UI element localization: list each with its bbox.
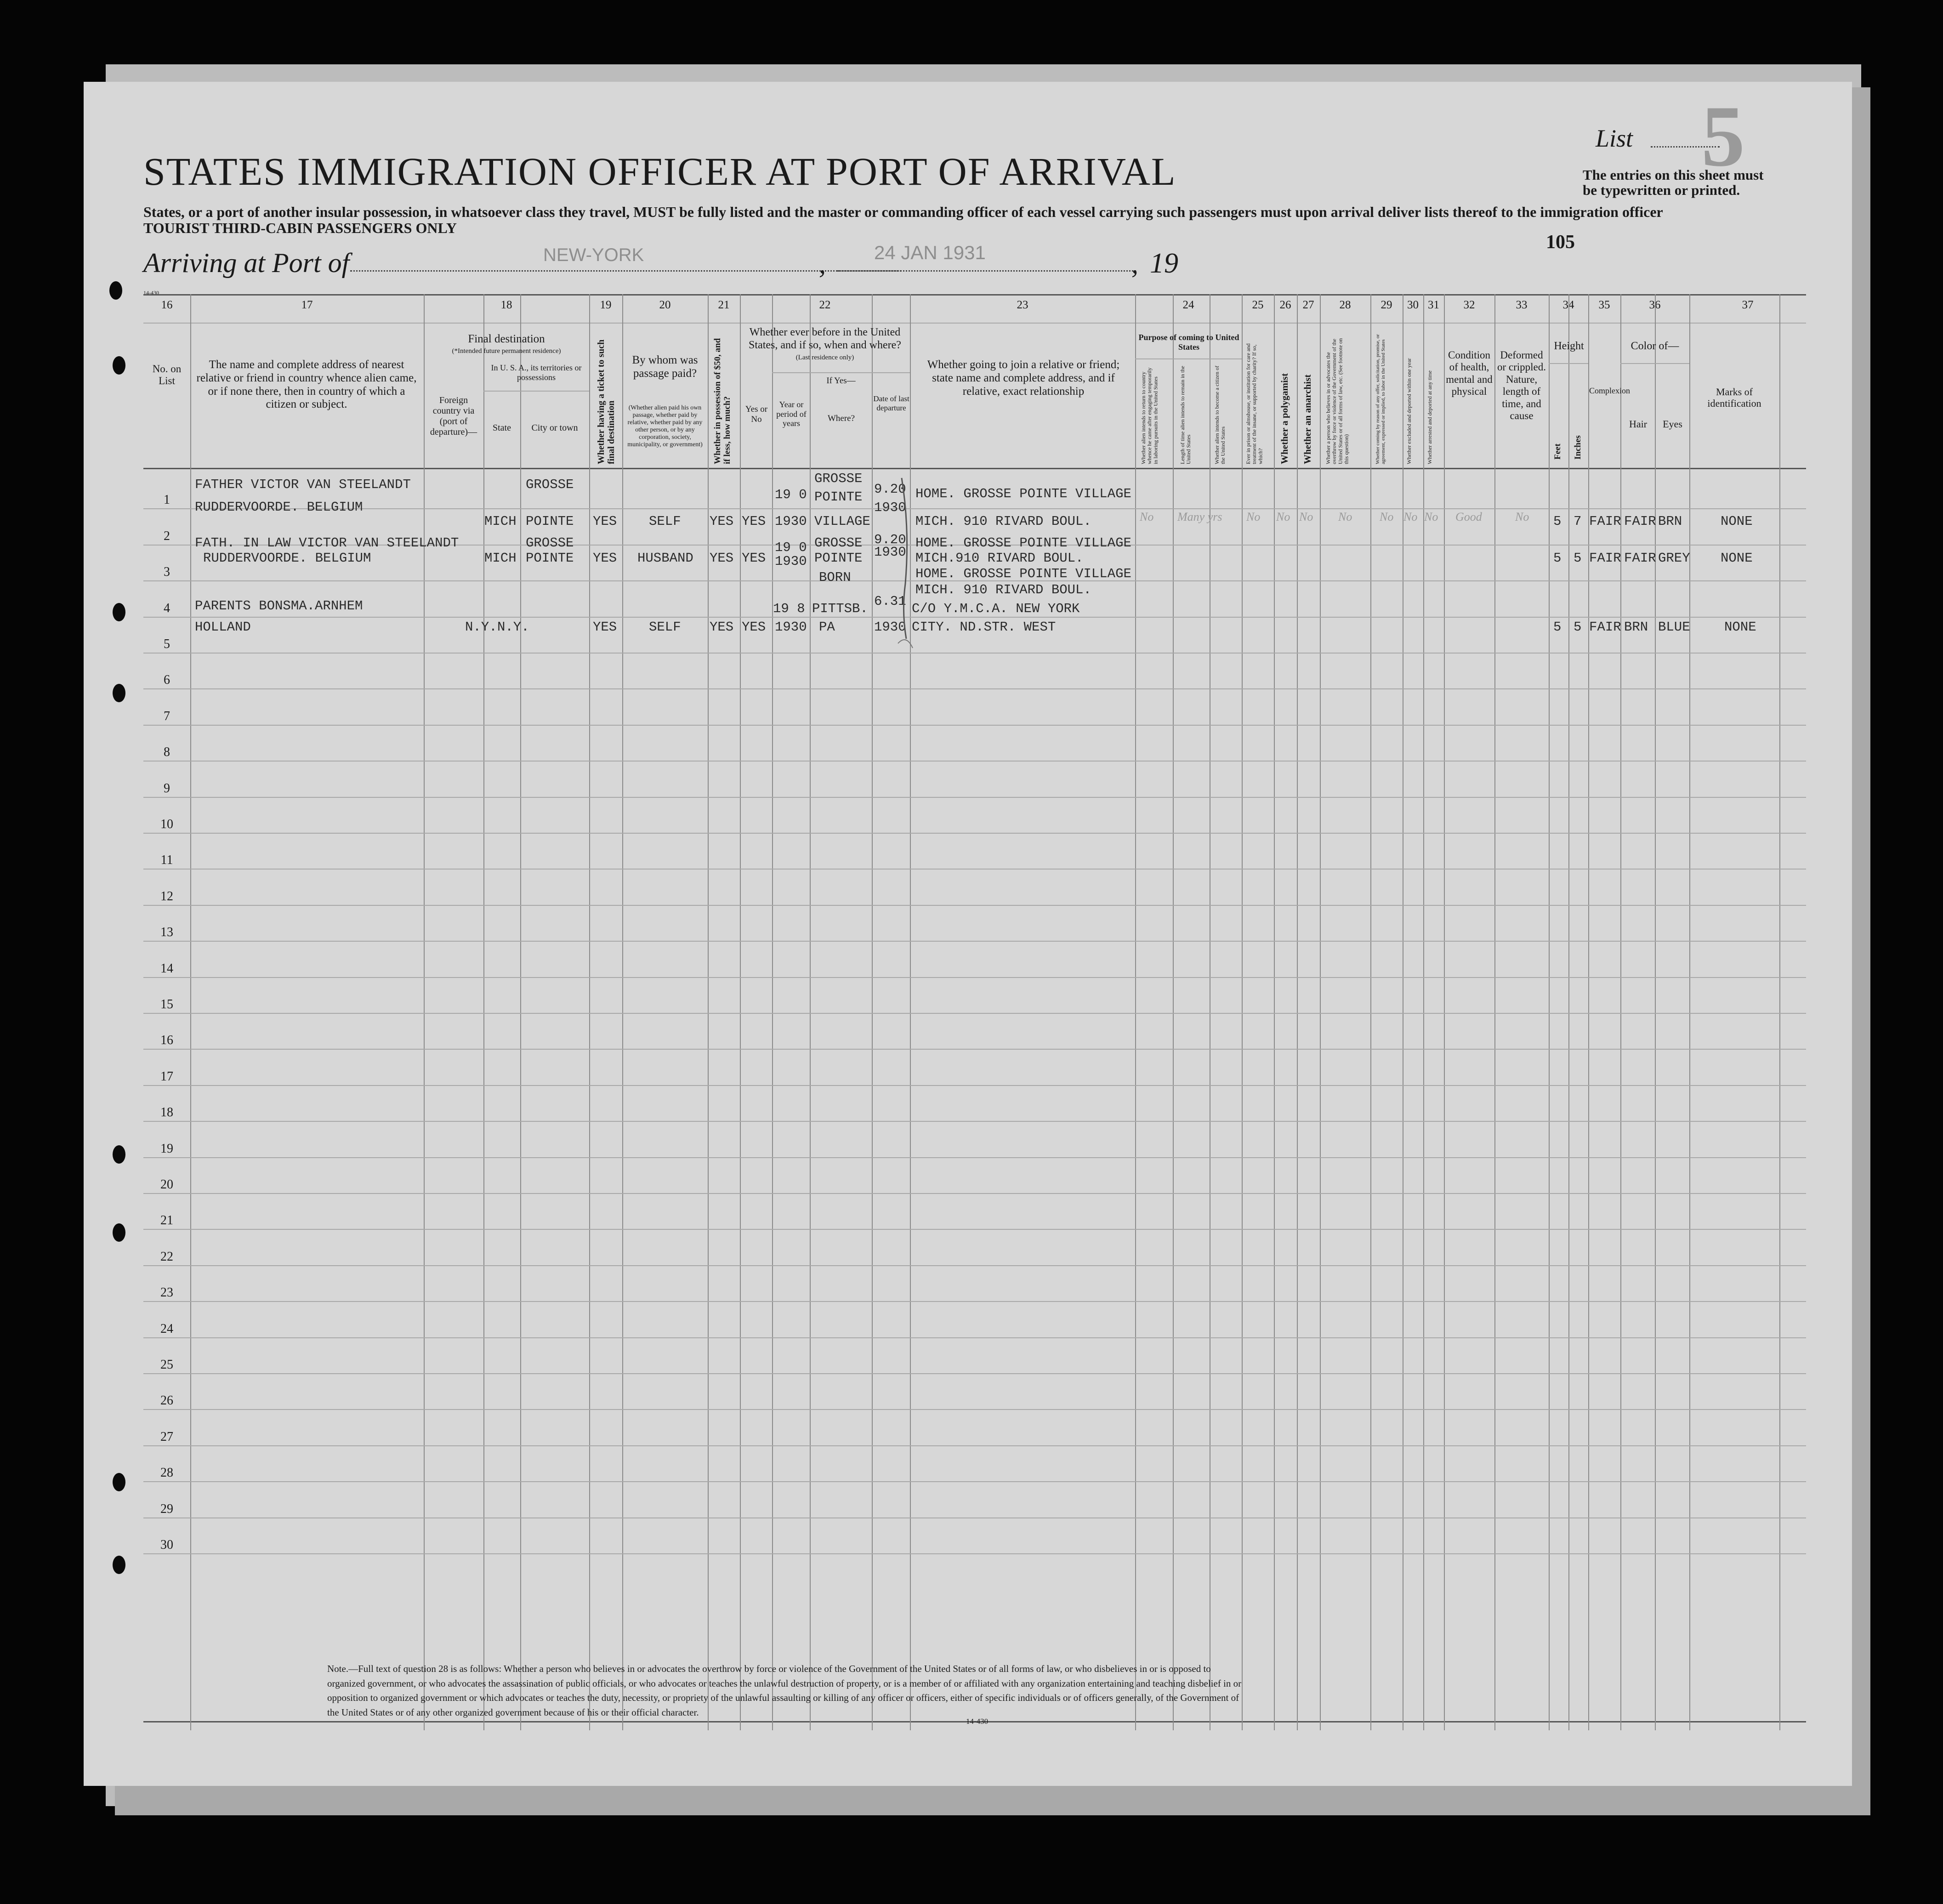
- col-30: 30: [1407, 299, 1419, 311]
- row-number: 14: [160, 961, 173, 976]
- row-line: [143, 869, 1806, 870]
- row-line: [143, 1445, 1806, 1446]
- header-join-relative: Whether going to join a relative or friend; state name and complete address, and if relative, exact relationship: [927, 358, 1120, 398]
- row-number: 1: [164, 493, 170, 507]
- entry2-city-line1: GROSSE: [526, 535, 574, 551]
- col-19: 19: [600, 299, 612, 311]
- row-number: 22: [160, 1249, 173, 1264]
- row-number: 9: [164, 781, 170, 796]
- col-line: [1655, 294, 1656, 1730]
- header-prison: Ever in prison or almshouse, or institution for care and treatment of the insane, or supported by charity? If so, which?: [1245, 343, 1264, 464]
- col-31: 31: [1428, 299, 1439, 311]
- entry3-where: BORN: [819, 570, 851, 585]
- manifest-table: [143, 294, 1806, 1730]
- col-17: 17: [301, 299, 313, 311]
- col-line: [1173, 294, 1174, 1730]
- col-18: 18: [500, 299, 512, 311]
- hand-deformed: No: [1515, 510, 1529, 523]
- col-25: 25: [1252, 299, 1264, 311]
- col-line: [1494, 294, 1495, 1730]
- entry2-paid-by: HUSBAND: [637, 551, 693, 566]
- col-28: 28: [1339, 299, 1351, 311]
- entry2-hair: FAIR: [1624, 551, 1656, 566]
- entry4-where-line2: PA: [819, 620, 835, 635]
- col-line: [1423, 294, 1424, 1730]
- punch-hole: [113, 603, 125, 621]
- header-color-of: Color of—: [1631, 340, 1679, 352]
- row-number: 11: [160, 853, 173, 868]
- header-if-yes: If Yes—: [826, 376, 856, 386]
- entry1-complexion: FAIR: [1589, 514, 1621, 529]
- entry4-paid-by: SELF: [649, 620, 681, 635]
- row-line: [143, 1085, 1806, 1086]
- entry1-marks: NONE: [1721, 514, 1753, 529]
- header-polygamist: Whether a polygamist: [1279, 373, 1290, 464]
- typewritten-note: The entries on this sheet must: [1583, 167, 1764, 183]
- year-prefix: 19: [1150, 248, 1178, 279]
- header-q31: Whether arrested and deported at any time: [1426, 370, 1433, 464]
- entry4-where-line1: PITTSB.: [812, 601, 868, 616]
- col-line: [708, 294, 709, 1730]
- entry4-ticket: YES: [593, 620, 617, 635]
- hand-purpose-b: Many yrs: [1177, 510, 1222, 523]
- entry2-year-line2: 1930: [775, 554, 807, 569]
- passenger-class-text: TOURIST THIRD-CABIN PASSENGERS ONLY: [143, 220, 457, 236]
- entry2-relative-line1: FATH. IN LAW VICTOR VAN STEELANDT: [195, 535, 459, 551]
- col-16: 16: [161, 299, 173, 311]
- entry2-relative-line2: RUDDERVOORDE. BELGIUM: [203, 551, 371, 566]
- header-purpose-a: Whether alien intends to return to country whence he came after engaging temporarily in laboring pursuits in the United States: [1140, 367, 1159, 464]
- row-line: [143, 1373, 1806, 1374]
- entry1-inches: 7: [1574, 514, 1582, 529]
- header-city-or-town: City or town: [531, 423, 578, 433]
- entry4-before: YES: [742, 620, 766, 635]
- row-line: [143, 1193, 1806, 1194]
- entry4-departure-line1: 6.31: [874, 594, 906, 609]
- entry1-year-line2: 1930: [775, 514, 807, 529]
- row-number: 3: [164, 565, 170, 580]
- entry4-country: N.Y.: [465, 620, 497, 635]
- row-line: [143, 1409, 1806, 1410]
- entry1-before: YES: [742, 514, 766, 529]
- header-final-destination: Final destination: [468, 333, 545, 345]
- entry1-money: YES: [710, 514, 734, 529]
- punch-hole: [113, 1556, 125, 1574]
- row-line: [143, 1265, 1806, 1266]
- entry1-where-line3: VILLAGE: [814, 514, 870, 529]
- col-37: 37: [1742, 299, 1754, 311]
- entry2-before: YES: [742, 551, 766, 566]
- entry3-join-line2: MICH. 910 RIVARD BOUL.: [915, 582, 1091, 597]
- col-line: [1135, 294, 1136, 1730]
- list-number: 5: [1701, 88, 1745, 185]
- colnum-divider: [143, 323, 1806, 324]
- row-number: 8: [164, 745, 170, 760]
- row-number: 5: [164, 637, 170, 651]
- header-possession-50: Whether in possession of $50, and if less, how much?: [713, 338, 732, 464]
- row-number: 25: [160, 1358, 173, 1372]
- row-line: [143, 833, 1806, 834]
- typewritten-note-2: be typewritten or printed.: [1583, 182, 1740, 198]
- entry1-departure-line1: 9.20: [874, 482, 906, 497]
- col-24: 24: [1182, 299, 1194, 311]
- header-bottom-border: [143, 468, 1806, 469]
- entry1-year-line1: 19 0: [775, 487, 807, 502]
- manifest-page: [84, 82, 1852, 1786]
- row-line: [143, 1337, 1806, 1338]
- row-number: 29: [160, 1501, 173, 1516]
- entry1-relative-line2: RUDDERVOORDE. BELGIUM: [195, 500, 363, 515]
- col-line: [1444, 294, 1445, 1730]
- header-anarchist: Whether an anarchist: [1302, 374, 1313, 464]
- entry2-marks: NONE: [1721, 551, 1753, 566]
- row-line: [143, 797, 1806, 798]
- row-number: 20: [160, 1177, 173, 1192]
- entry1-hair: FAIR: [1624, 514, 1656, 529]
- row-number: 17: [160, 1069, 173, 1084]
- entry4-marks: NONE: [1724, 620, 1756, 635]
- header-q28: Whether a person who believes in or advocates the overthrow by force or violence of the Government of the United States or of all forms of law, etc. (See footnote on this question): [1325, 338, 1350, 464]
- header-inches: Inches: [1573, 435, 1583, 460]
- col-line: [520, 294, 521, 1730]
- entry3-join-line1: HOME. GROSSE POINTE VILLAGE: [915, 566, 1131, 581]
- punch-hole: [113, 1223, 125, 1242]
- row-line: [143, 941, 1806, 942]
- page-title: STATES IMMIGRATION OFFICER AT PORT OF ARRIVAL: [143, 149, 1176, 193]
- header-passage-paid: By whom was passage paid?: [632, 354, 698, 380]
- header-last-residence-note: (Last residence only): [795, 354, 854, 361]
- header-q30: Whether excluded and deported within one year: [1406, 358, 1412, 464]
- col-33: 33: [1516, 299, 1528, 311]
- entry1-where-line1: GROSSE: [814, 471, 863, 486]
- row-line: [143, 1121, 1806, 1122]
- col-line: [1370, 294, 1371, 1730]
- entry1-feet: 5: [1553, 514, 1562, 529]
- entry4-complexion: FAIR: [1589, 620, 1621, 635]
- header-ever-before: Whether ever before in the United States, and if so, when and where?: [749, 326, 901, 351]
- hand-q28: No: [1338, 510, 1352, 523]
- entry1-eyes: BRN: [1658, 514, 1682, 529]
- entries-bracket: [897, 473, 915, 653]
- entry4-state: N.Y.: [497, 620, 529, 635]
- header-ticket: Whether having a ticket to such final destination: [596, 339, 616, 464]
- entry4-join-line2: CITY. ND.STR. WEST: [912, 620, 1056, 635]
- row-number: 10: [160, 817, 173, 831]
- hand-purpose-a: No: [1140, 510, 1154, 523]
- entry4-join-line1: C/O Y.M.C.A. NEW YORK: [912, 601, 1080, 616]
- row-number: 12: [160, 889, 173, 904]
- row-line: [143, 653, 1806, 654]
- row-line: [143, 688, 1806, 689]
- row-number: 30: [160, 1538, 173, 1552]
- col-36: 36: [1649, 299, 1661, 311]
- entry4-eyes: BLUE: [1658, 620, 1690, 635]
- entry4-relative-line2: HOLLAND: [195, 620, 251, 635]
- row-number: 6: [164, 673, 170, 688]
- instructions-text: States, or a port of another insular possession, in whatsoever class they travel, MUST be fully listed and the master or commanding officer of each vessel carrying such passengers must upon arrival deliver lists thereof to the immigration officer: [143, 204, 1663, 220]
- hand-q30: No: [1403, 510, 1418, 523]
- col-27: 27: [1302, 299, 1314, 311]
- col-line: [1689, 294, 1690, 1730]
- row-number: 21: [160, 1213, 173, 1228]
- punch-hole: [113, 1473, 125, 1491]
- header-q29: Whether coming by reason of any offer, solicitation, promise, or agreement, expressed or implied, to labor in the United States: [1375, 334, 1386, 464]
- list-label: List: [1596, 125, 1633, 152]
- row-number: 24: [160, 1321, 173, 1336]
- date-stamp: 24 JAN 1931: [874, 242, 986, 263]
- header-purpose-b: Length of time alien intends to remain in the United States: [1179, 366, 1192, 464]
- col-line: [872, 294, 873, 1730]
- entry2-ticket: YES: [593, 551, 617, 566]
- subheader-line: [483, 391, 589, 392]
- subheader-line: [1620, 363, 1689, 364]
- col-35: 35: [1598, 299, 1610, 311]
- footnote: Note.—Full text of question 28 is as follows: Whether a person who believes in or advocates the overthrow by force or violence of the Government of the United States or of all forms of law, or who disbelieves in or is opposed to organized government, or who advocates the assassination of public officials, or who advocates or teaches the unlawful destruction of property, or is a member of or affiliated with any organization entertaining and teaching disbelief in or opposition to organized government or which advocates or teaches the duty, necessity, or propriety of the unlawful assaulting or killing of any officer or officers, either of specific individuals or of officers generally, of the Government of the United States or of any other organized government because of his or their official character.: [327, 1663, 1242, 1718]
- col-34: 34: [1562, 299, 1574, 311]
- header-purpose: Purpose of coming to United States: [1138, 333, 1239, 352]
- form-code-top: 14-430: [143, 290, 159, 296]
- entry2-inches: 5: [1574, 551, 1582, 566]
- header-final-destination-note: (*Intended future permanent residence): [452, 347, 561, 355]
- header-foreign-country: Foreign country via (port of departure)—: [430, 395, 477, 437]
- hand-health: Good: [1455, 510, 1482, 523]
- header-no-on-list: No. on List: [152, 363, 182, 387]
- entry1-join-line2: MICH. 910 RIVARD BOUL.: [915, 514, 1091, 529]
- col-line: [1320, 294, 1321, 1730]
- entry2-complexion: FAIR: [1589, 551, 1621, 566]
- col-23: 23: [1017, 299, 1028, 311]
- header-deformed: Deformed or crippled. Nature, length of time, and cause: [1497, 349, 1546, 422]
- punch-hole: [109, 281, 122, 300]
- row-line: [143, 1049, 1806, 1050]
- header-purpose-c: Whether alien intends to become a citizen of the United States: [1214, 365, 1227, 464]
- punch-hole: [113, 356, 125, 375]
- row-number: 13: [160, 925, 173, 940]
- header-health: Condition of health, mental and physical: [1446, 349, 1493, 398]
- entry1-state: MICH: [484, 514, 517, 529]
- col-32: 32: [1463, 299, 1475, 311]
- entry1-ticket: YES: [593, 514, 617, 529]
- col-line: [1779, 294, 1780, 1730]
- col-line: [1568, 294, 1569, 1730]
- col-line: [1549, 294, 1550, 1730]
- entry2-where-line2: POINTE: [814, 551, 863, 566]
- col-22: 22: [819, 299, 831, 311]
- hand-anarchist: No: [1299, 510, 1313, 523]
- hand-prison: No: [1246, 510, 1261, 523]
- entry2-departure-line1: 9.20: [874, 532, 906, 547]
- col-line: [1242, 294, 1243, 1730]
- header-hair: Hair: [1629, 418, 1648, 430]
- entry2-join-line1: HOME. GROSSE POINTE VILLAGE: [915, 535, 1131, 551]
- form-code-bottom: 14-430: [966, 1717, 989, 1726]
- entry4-departure-line2: 1930: [874, 620, 906, 635]
- header-passage-paid-note: (Whether alien paid his own passage, whether paid by relative, whether paid by any other person, or by any corporation, society, municipality, or government): [627, 404, 703, 449]
- arriving-label: Arriving at Port of: [143, 248, 350, 278]
- col-line: [1297, 294, 1298, 1730]
- col-line: [589, 294, 590, 1730]
- header-nearest-relative: The name and complete address of nearest relative or friend in country whence alien came, or if none there, then in country of which a citizen or subject.: [196, 358, 417, 411]
- date-underline: [837, 270, 1136, 272]
- col-line: [772, 294, 773, 1730]
- header-where: Where?: [827, 414, 855, 423]
- entry1-city-line2: POINTE: [526, 514, 574, 529]
- entry2-where-line1: GROSSE: [814, 535, 863, 551]
- col-29: 29: [1381, 299, 1392, 311]
- row-number: 23: [160, 1285, 173, 1300]
- row-number: 7: [164, 709, 170, 723]
- entry2-join-line2: MICH.910 RIVARD BOUL.: [915, 551, 1084, 566]
- entry1-join-line1: HOME. GROSSE POINTE VILLAGE: [915, 486, 1131, 501]
- subheader-line: [1135, 358, 1242, 359]
- entry4-inches: 5: [1574, 620, 1582, 635]
- col-21: 21: [718, 299, 730, 311]
- col-line: [1588, 294, 1589, 1730]
- hand-q31: No: [1424, 510, 1438, 523]
- header-height: Height: [1554, 340, 1584, 352]
- col-line: [483, 294, 484, 1730]
- comma: ,: [819, 249, 826, 279]
- row-number: 27: [160, 1429, 173, 1444]
- entry2-year-line1: 19 0: [775, 540, 807, 555]
- header-date-last-departure: Date of last departure: [873, 394, 909, 412]
- header-in-usa: In U. S. A., its territories or possessions: [491, 363, 582, 382]
- row-line: [143, 905, 1806, 906]
- row-number: 16: [160, 1033, 173, 1048]
- col-26: 26: [1279, 299, 1291, 311]
- entry4-year-line2: 1930: [775, 620, 807, 635]
- header-yes-or-no: Yes or No: [745, 404, 768, 424]
- row-number: 28: [160, 1466, 173, 1480]
- comma-2: ,: [1131, 249, 1138, 279]
- col-line: [810, 294, 811, 1730]
- row-number: 4: [164, 601, 170, 615]
- entry2-eyes: GREY: [1658, 551, 1690, 566]
- row-line: [143, 761, 1806, 762]
- row-line: [143, 1157, 1806, 1158]
- row-number: 2: [164, 529, 170, 543]
- entry4-year-line1: 19 8: [773, 601, 805, 616]
- row-line: [143, 617, 1806, 618]
- serial-number: 105: [1546, 232, 1575, 253]
- header-feet: Feet: [1553, 443, 1562, 460]
- row-number: 18: [160, 1105, 173, 1120]
- subheader-line: [772, 372, 910, 373]
- row-line: [143, 977, 1806, 978]
- header-eyes: Eyes: [1663, 418, 1682, 430]
- row-line: [143, 1481, 1806, 1482]
- row-number: 15: [160, 997, 173, 1012]
- entry4-hair: BRN: [1624, 620, 1648, 635]
- entry4-money: YES: [710, 620, 734, 635]
- col-line: [740, 294, 741, 1730]
- row-line: [143, 508, 1806, 509]
- hand-polygamist: No: [1276, 510, 1290, 523]
- entry1-city-line1: GROSSE: [526, 477, 574, 492]
- punch-hole: [113, 1145, 125, 1164]
- header-year-or-period: Year or period of years: [776, 400, 807, 428]
- header-complexion: Complexion: [1589, 386, 1630, 395]
- col-20: 20: [659, 299, 671, 311]
- entry1-relative-line1: FATHER VICTOR VAN STEELANDT: [195, 477, 411, 492]
- table-top-border: [143, 294, 1806, 296]
- hand-q29: No: [1380, 510, 1394, 523]
- row-line: [143, 725, 1806, 726]
- col-line: [424, 294, 425, 1730]
- entry2-money: YES: [710, 551, 734, 566]
- header-marks: Marks of identification: [1707, 386, 1761, 409]
- port-stamp: NEW-YORK: [543, 245, 644, 265]
- entry4-relative-line1: PARENTS BONSMA.ARNHEM: [195, 598, 363, 614]
- col-line: [1620, 294, 1621, 1730]
- row-line: [143, 1013, 1806, 1014]
- entry1-departure-line2: 1930: [874, 500, 906, 515]
- row-number: 19: [160, 1141, 173, 1156]
- col-line: [190, 294, 191, 1730]
- col-line: [1274, 294, 1275, 1730]
- header-state: State: [493, 423, 511, 433]
- entry1-paid-by: SELF: [649, 514, 681, 529]
- entry2-city-line2: POINTE: [526, 551, 574, 566]
- subheader-line: [1549, 363, 1588, 364]
- col-line: [622, 294, 623, 1730]
- punch-hole: [113, 684, 125, 702]
- row-line: [143, 1301, 1806, 1302]
- entry2-departure-line2: 1930: [874, 545, 906, 560]
- row-number: 26: [160, 1393, 173, 1408]
- entry2-feet: 5: [1553, 551, 1562, 566]
- entry4-feet: 5: [1553, 620, 1562, 635]
- row-line: [143, 1229, 1806, 1230]
- row-line: [143, 1553, 1806, 1554]
- entry1-where-line2: POINTE: [814, 489, 863, 505]
- entry2-state: MICH: [484, 551, 517, 566]
